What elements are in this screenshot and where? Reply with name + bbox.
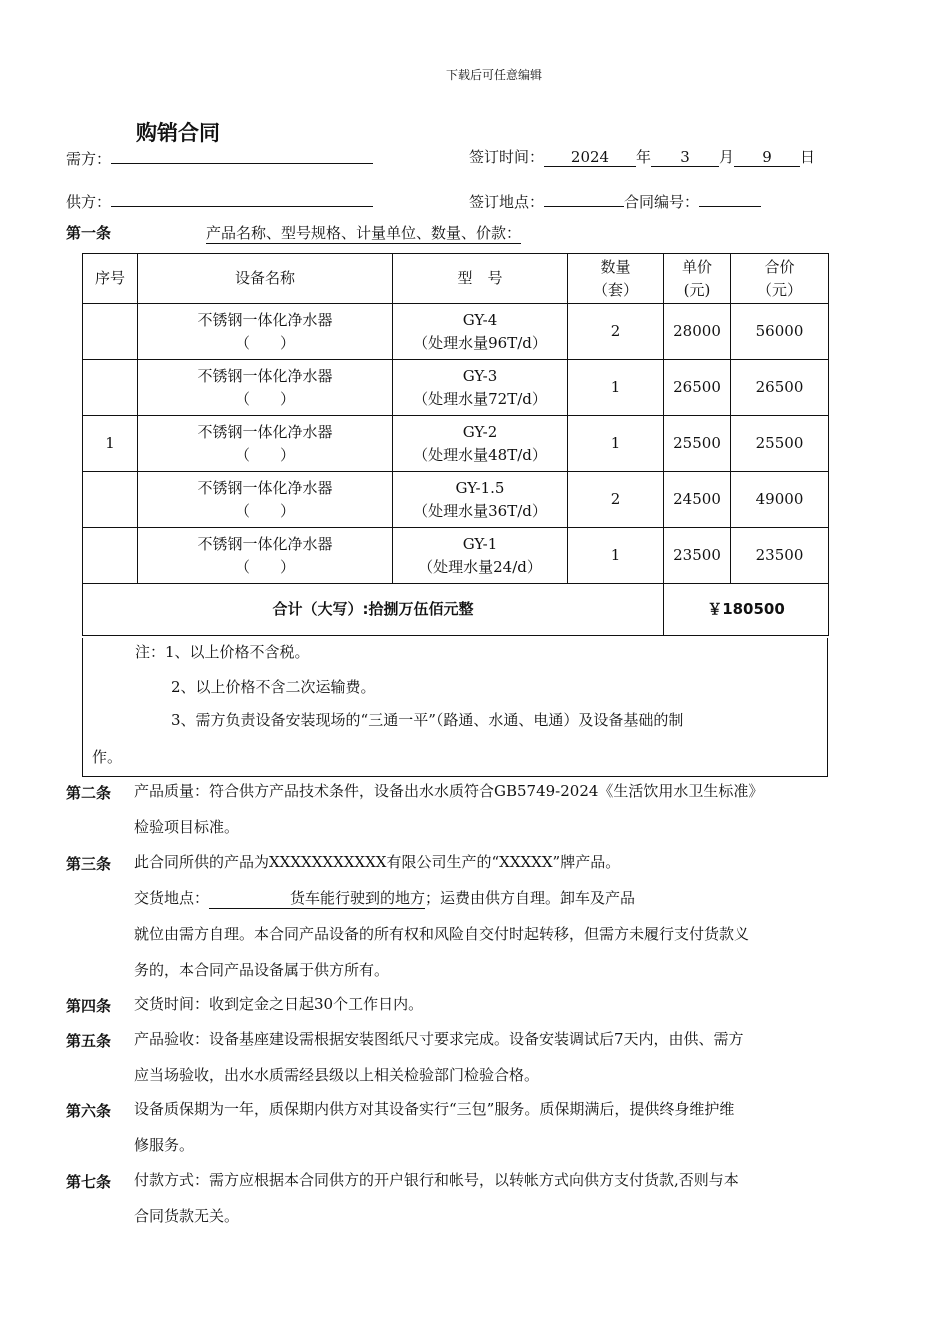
qty-cell: 2 [568, 304, 664, 360]
name-cell: 不锈钢一体化净水器 （ ） [138, 472, 393, 528]
article4-label: 第四条 [66, 997, 112, 1015]
price-cell: 23500 [664, 528, 731, 584]
price-cell: 24500 [664, 472, 731, 528]
article1-text: 产品名称、型号规格、计量单位、数量、价款： [206, 224, 522, 242]
table-row [83, 304, 829, 360]
article7-body: 付款方式：需方应根据本合同供方的开户银行和帐号，以转帐方式向供方支付货款,否则与本 合同货款无关。 [134, 1171, 739, 1225]
header-price: 单价 (元) [664, 254, 731, 304]
article4-body: 交货时间：收到定金之日起30个工作日内。 [134, 995, 424, 1013]
price-cell: 28000 [664, 304, 731, 360]
goods-table [82, 253, 829, 636]
article5-label: 第五条 [66, 1032, 112, 1050]
price-cell: 26500 [664, 360, 731, 416]
total-cell: 25500 [731, 416, 829, 472]
name-cell: 不锈钢一体化净水器 （ ） [138, 528, 393, 584]
header-qty: 数量 （套） [568, 254, 664, 304]
qty-cell: 1 [568, 360, 664, 416]
sign-place-row [469, 189, 761, 212]
sign-month[interactable]: 3 [651, 148, 719, 167]
sign-day[interactable]: 9 [734, 148, 800, 167]
table-row [83, 416, 829, 472]
article7-label: 第七条 [66, 1173, 112, 1191]
contract-no-label: 合同编号： [624, 193, 700, 211]
total-row [83, 584, 829, 636]
sign-place-field[interactable] [544, 189, 624, 207]
header-total: 合价 （元） [731, 254, 829, 304]
article6-label: 第六条 [66, 1102, 112, 1120]
month-unit: 月 [719, 148, 735, 166]
note-2: 2、以上价格不含二次运输费。 [171, 678, 376, 696]
name-cell: 不锈钢一体化净水器 （ ） [138, 304, 393, 360]
qty-cell: 1 [568, 528, 664, 584]
seq-cell [83, 360, 138, 416]
sign-year[interactable]: 2024 [544, 148, 636, 167]
note-3-cont: 作。 [92, 748, 123, 766]
table-header-row [83, 254, 829, 304]
seq-cell [83, 528, 138, 584]
seq-cell [83, 472, 138, 528]
article3-body: 此合同所供的产品为XXXXXXXXXXX有限公司生产的“XXXXX”牌产品。 交货地点： 货车能行驶到的地方；运费由供方自理。卸车及产品 就位由需方自理。本合同产品设备的所有权和风险自交付时起转移，但需方未履行支付货款义 务的，本合同产品设备属于供方所有。 [134, 853, 750, 979]
name-cell: 不锈钢一体化净水器 （ ） [138, 360, 393, 416]
model-cell: GY-3 （处理水量72T/d） [393, 360, 568, 416]
delivery-rest: ；运费由供方自理。卸车及产品 [425, 889, 636, 907]
model-cell: GY-4 （处理水量96T/d） [393, 304, 568, 360]
model-cell: GY-1 （处理水量24/d） [393, 528, 568, 584]
article2-body: 产品质量：符合供方产品技术条件，设备出水水质符合GB5749-2024《生活饮用水卫生标准》 检验项目标准。 [134, 782, 764, 836]
name-cell: 不锈钢一体化净水器 （ ） [138, 416, 393, 472]
qty-cell: 1 [568, 416, 664, 472]
demand-row [66, 146, 373, 169]
article1-label: 第一条 [66, 224, 112, 242]
delivery-label: 交货地点： [134, 889, 210, 907]
seq-cell [83, 304, 138, 360]
article6-body: 设备质保期为一年，质保期内供方对其设备实行“三包”服务。质保期满后，提供终身维护维 修服务。 [134, 1100, 735, 1154]
table-row [83, 360, 829, 416]
year-unit: 年 [636, 148, 652, 166]
day-unit: 日 [800, 148, 816, 166]
supply-row [66, 189, 373, 212]
delivery-place: 货车能行驶到的地方 [209, 889, 425, 909]
article5-body: 产品验收：设备基座建设需根据安装图纸尺寸要求完成。设备安装调试后7天内，由供、需方 应当场验收，出水水质需经县级以上相关检验部门检验合格。 [134, 1030, 744, 1084]
total-cell: 26500 [731, 360, 829, 416]
sign-time-row [469, 146, 815, 167]
page-title: 购销合同 [136, 121, 220, 145]
note-3: 3、需方负责设备安装现场的“三通一平”（路通、水通、电通）及设备基础的制 [171, 711, 684, 729]
header-note: 下载后可任意编辑 [446, 68, 543, 82]
header-seq: 序号 [83, 254, 138, 304]
table-row [83, 472, 829, 528]
model-cell: GY-1.5 （处理水量36T/d） [393, 472, 568, 528]
article2-label: 第二条 [66, 784, 112, 802]
header-model: 型 号 [393, 254, 568, 304]
seq-cell: 1 [83, 416, 138, 472]
qty-cell: 2 [568, 472, 664, 528]
note-1: 注：1、以上价格不含税。 [135, 643, 310, 661]
sign-time-label: 签订时间： [469, 148, 545, 166]
total-text: 合计（大写）:拾捌万伍佰元整 [83, 584, 664, 636]
notes-box [82, 638, 828, 777]
total-cell: 23500 [731, 528, 829, 584]
sign-place-label: 签订地点： [469, 193, 545, 211]
supply-field[interactable] [111, 189, 373, 207]
total-cell: 49000 [731, 472, 829, 528]
total-amount: ￥180500 [664, 584, 829, 636]
supply-label: 供方： [66, 193, 112, 211]
article3-label: 第三条 [66, 855, 112, 873]
table-row [83, 528, 829, 584]
contract-no-field[interactable] [699, 189, 761, 207]
demand-label: 需方： [66, 150, 112, 168]
total-cell: 56000 [731, 304, 829, 360]
price-cell: 25500 [664, 416, 731, 472]
model-cell: GY-2 （处理水量48T/d） [393, 416, 568, 472]
demand-field[interactable] [111, 146, 373, 164]
header-name: 设备名称 [138, 254, 393, 304]
